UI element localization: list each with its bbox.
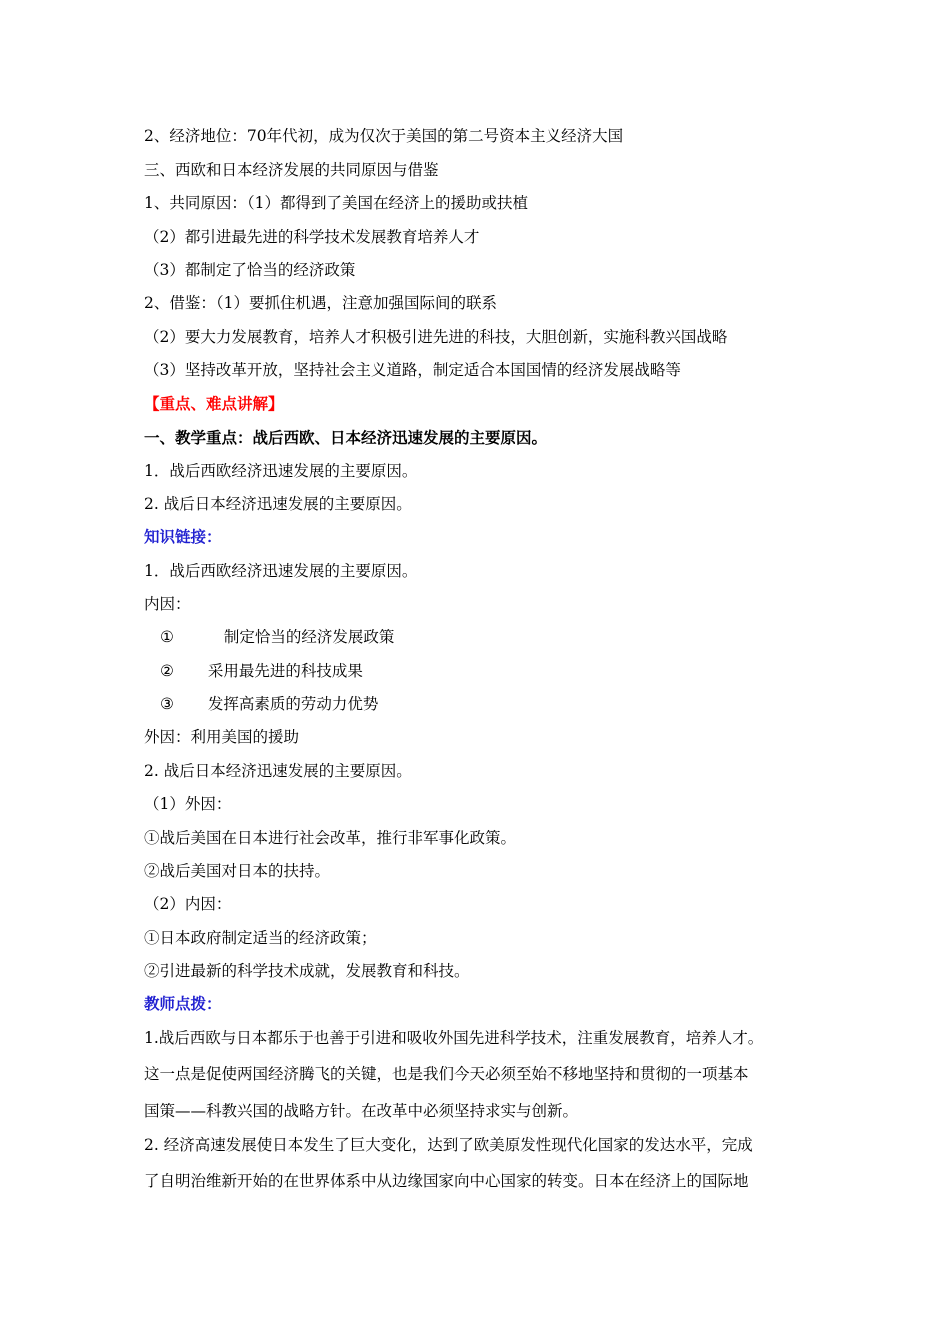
text-line: 这一点是促使两国经济腾飞的关键，也是我们今天必须至始不移地坚持和贯彻的一项基本 (144, 1065, 749, 1083)
text-line: （2）要大力发展教育，培养人才积极引进先进的科技，大胆创新，实施科教兴国战略 (144, 328, 728, 346)
text-line: 2. 战后日本经济迅速发展的主要原因。 (144, 495, 412, 513)
text-line: 1.战后西欧与日本都乐于也善于引进和吸收外国先进科学技术，注重发展教育，培养人才。 (144, 1029, 764, 1047)
text-line: 1．战后西欧经济迅速发展的主要原因。 (144, 462, 418, 480)
text-line: 外因：利用美国的援助 (144, 728, 300, 746)
text-line: （1）外因： (144, 795, 232, 813)
text-line: （2）都引进最先进的科学技术发展教育培养人才 (144, 228, 480, 246)
list-marker: ② (160, 662, 174, 680)
text-line: 内因： (144, 595, 191, 613)
text-line: ①日本政府制定适当的经济政策； (144, 929, 377, 947)
list-item (160, 627, 394, 647)
text-line: 了自明治维新开始的在世界体系中从边缘国家向中心国家的转变。日本在经济上的国际地 (144, 1172, 749, 1190)
text-line: 2. 经济高速发展使日本发生了巨大变化，达到了欧美原发性现代化国家的发达水平，完成 (144, 1136, 753, 1154)
section-heading: 三、西欧和日本经济发展的共同原因与借鉴 (144, 161, 439, 179)
text-line: （2）内因： (144, 895, 232, 913)
list-item (160, 694, 378, 714)
teaching-focus-heading: 一、教学重点：战后西欧、日本经济迅速发展的主要原因。 (144, 428, 548, 447)
list-item (160, 661, 363, 681)
text-line: ②引进最新的科学技术成就，发展教育和科技。 (144, 962, 470, 980)
text-line: 1、共同原因：（1）都得到了美国在经济上的援助或扶植 (144, 194, 528, 212)
text-line: 2、借鉴：（1）要抓住机遇，注意加强国际间的联系 (144, 294, 497, 312)
text-line: 国策——科教兴国的战略方针。在改革中必须坚持求实与创新。 (144, 1102, 579, 1120)
text-line: （3）都制定了恰当的经济政策 (144, 261, 356, 279)
text-line: 1．战后西欧经济迅速发展的主要原因。 (144, 562, 418, 580)
text-line: ①战后美国在日本进行社会改革，推行非军事化政策。 (144, 829, 517, 847)
text-line: ②战后美国对日本的扶持。 (144, 862, 331, 880)
text-line: 2、经济地位：70年代初，成为仅次于美国的第二号资本主义经济大国 (144, 127, 624, 145)
list-marker: ③ (160, 695, 174, 713)
teacher-tips-heading: 教师点拨： (144, 994, 222, 1013)
list-marker: ① (160, 628, 174, 646)
knowledge-link-heading: 知识链接： (144, 527, 222, 546)
key-points-heading: 【重点、难点讲解】 (144, 394, 284, 413)
text-line: （3）坚持改革开放，坚持社会主义道路，制定适合本国国情的经济发展战略等 (144, 361, 681, 379)
list-item-text: 采用最先进的科技成果 (207, 662, 363, 680)
text-line: 2. 战后日本经济迅速发展的主要原因。 (144, 762, 412, 780)
list-item-text: 发挥高素质的劳动力优势 (207, 695, 379, 713)
list-item-text: 制定恰当的经济发展政策 (223, 628, 395, 646)
